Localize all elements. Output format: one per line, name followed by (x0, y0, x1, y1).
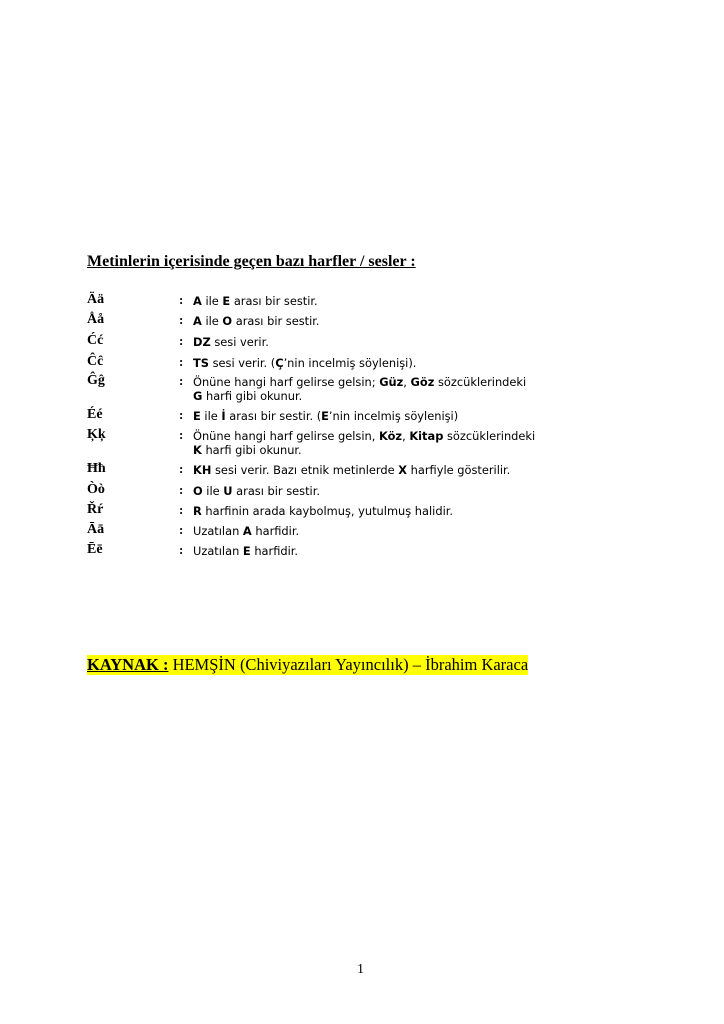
letter-description: A ile O arası bir sestir. (193, 314, 320, 328)
letter-description: Önüne hangi harf gelirse gelsin; Güz, Göz sözcüklerindeki G harfi gibi okunur. (193, 375, 527, 403)
letter-description: Uzatılan E harfidir. (193, 544, 299, 558)
letter-description: Uzatılan A harfidir. (193, 524, 300, 538)
letter-symbol: Ħħ (87, 461, 106, 476)
colon-separator: : (179, 373, 184, 388)
colon-separator: : (179, 542, 184, 557)
letter-description: DZ sesi verir. (193, 335, 269, 349)
letter-description: E ile İ arası bir sestir. (E’nin incelmiş söylenişi) (193, 409, 459, 423)
colon-separator: : (179, 312, 184, 327)
letter-row (87, 427, 667, 457)
letter-row (87, 502, 667, 518)
colon-separator: : (179, 522, 184, 537)
letter-description: TS sesi verir. (Ç’nin incelmiş söylenişi). (193, 356, 417, 370)
source-label: KAYNAK : (87, 655, 169, 674)
letter-description: KH sesi verir. Bazı etnik metinlerde X harfiyle gösterilir. (193, 463, 511, 477)
letter-row (87, 312, 667, 328)
letter-symbol: Åå (87, 312, 105, 327)
colon-separator: : (179, 333, 184, 348)
letter-description: A ile E arası bir sestir. (193, 294, 318, 308)
letter-symbol: Řŕ (87, 502, 104, 517)
letter-symbol: Ĉĉ (87, 354, 104, 369)
letter-row (87, 373, 667, 403)
colon-separator: : (179, 502, 184, 517)
letter-symbol: Ĝĝ (87, 373, 105, 388)
letter-row (87, 292, 667, 308)
colon-separator: : (179, 354, 184, 369)
letter-row (87, 407, 667, 423)
letter-symbol: Āā (87, 522, 105, 537)
letter-symbol: Ćć (87, 333, 104, 348)
colon-separator: : (179, 461, 184, 476)
letter-symbol: Éé (87, 407, 103, 422)
colon-separator: : (179, 407, 184, 422)
section-heading: Metinlerin içerisinde geçen bazı harfler / sesler : (87, 253, 416, 270)
letter-row (87, 354, 667, 370)
letter-row (87, 522, 667, 538)
colon-separator: : (179, 427, 184, 442)
source-text: HEMŞİN (Chiviyazıları Yayıncılık) – İbrahim Karaca (168, 655, 529, 674)
letter-description: O ile U arası bir sestir. (193, 484, 320, 498)
letter-symbol: Ķķ (87, 427, 106, 442)
source-citation (87, 655, 528, 675)
letter-symbol: Ēē (87, 542, 103, 557)
colon-separator: : (179, 292, 184, 307)
letter-row (87, 333, 667, 349)
letter-row (87, 461, 667, 477)
letter-description: Önüne hangi harf gelirse gelsin, Köz, Kitap sözcüklerindeki K harfi gibi okunur. (193, 429, 536, 457)
page-number: 1 (357, 962, 364, 977)
colon-separator: : (179, 482, 184, 497)
letter-description: R harfinin arada kaybolmuş, yutulmuş halidir. (193, 504, 453, 518)
letter-symbol: Ää (87, 292, 105, 307)
letter-symbol: Òò (87, 482, 105, 497)
letter-row (87, 482, 667, 498)
letter-row (87, 542, 667, 558)
